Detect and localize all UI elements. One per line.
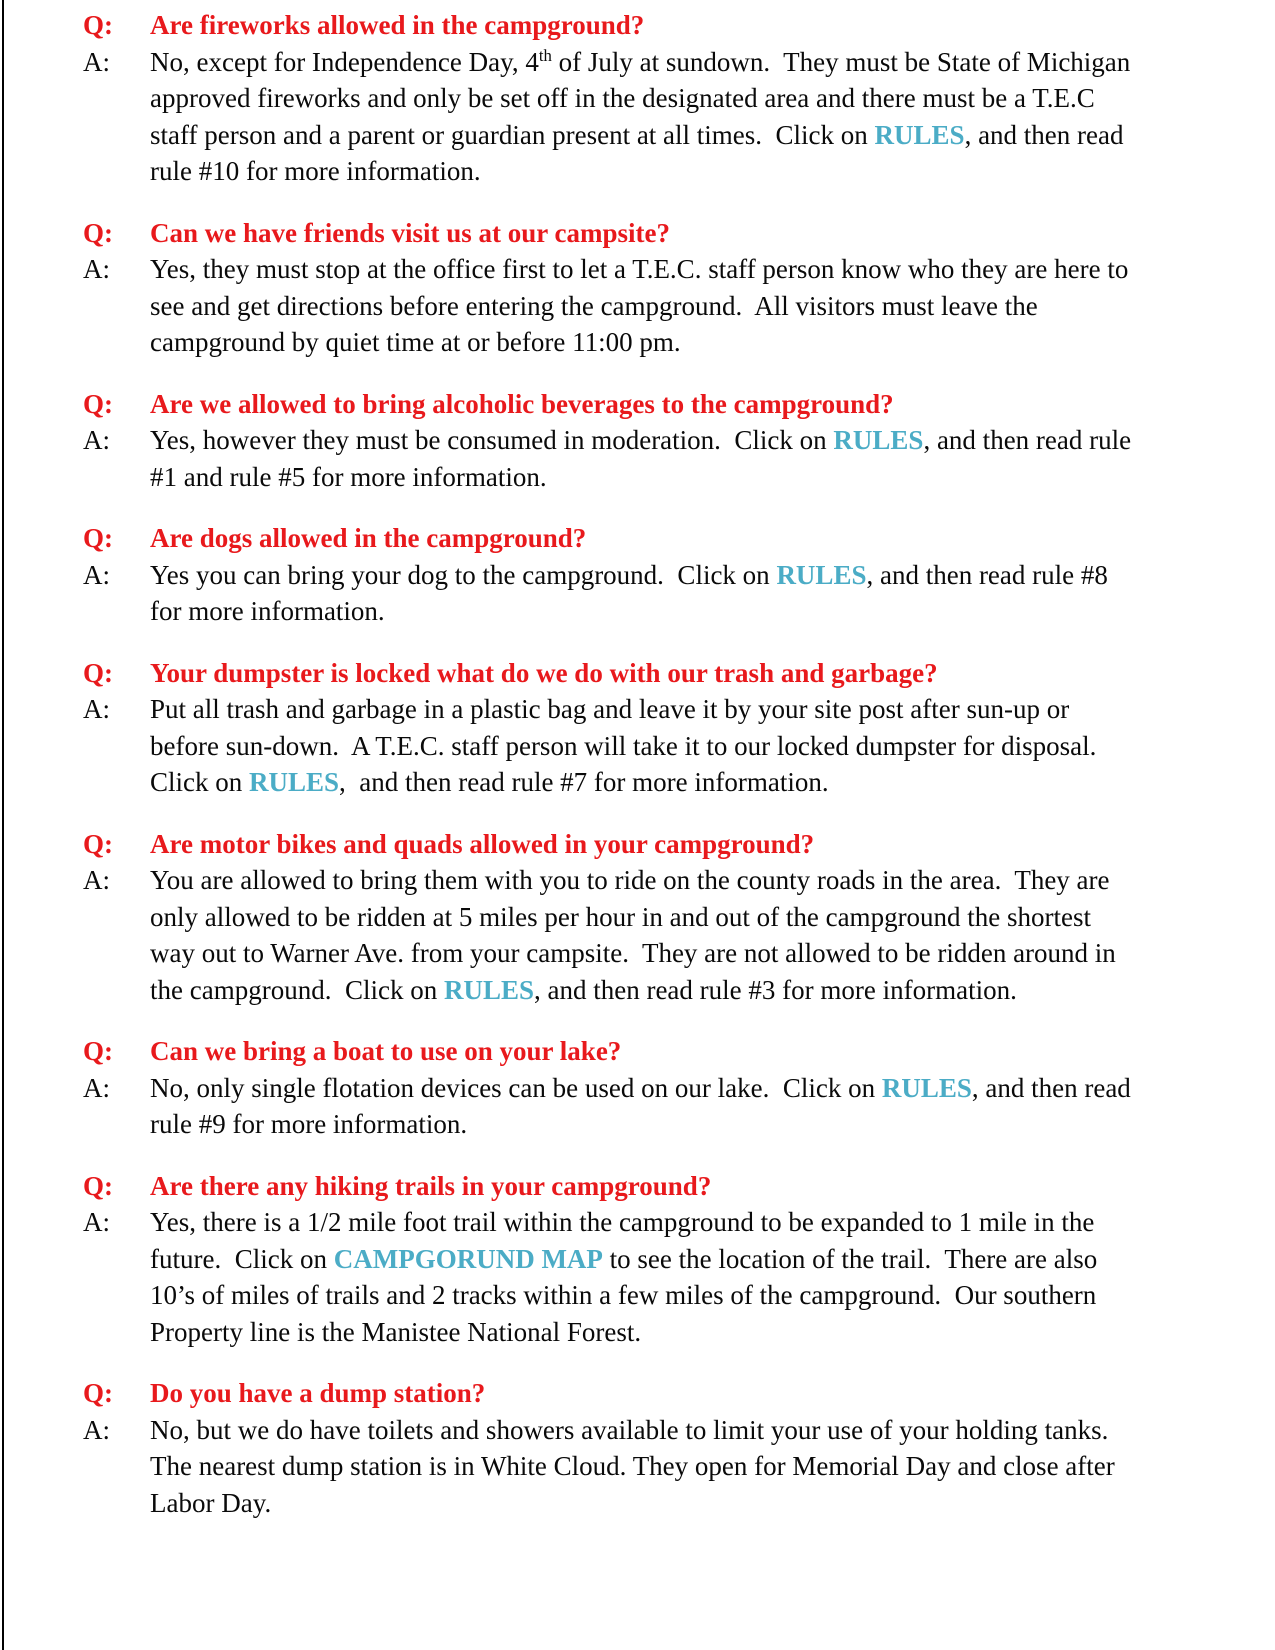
question-label: Q: <box>83 217 113 248</box>
answer-text <box>150 422 1140 495</box>
answer-row <box>83 1412 1225 1522</box>
faq-item <box>83 386 1225 496</box>
question-row <box>83 655 1225 692</box>
faq-item <box>83 1033 1225 1143</box>
answer-text-segment: of July at sundown. They must be State of Michigan approved fireworks and only be set off in the designated area and there must be a T.E.C staff person and a parent or guardian present at all times. Click on <box>150 46 1138 150</box>
rules-link[interactable]: RULES <box>874 119 965 150</box>
faq-item <box>83 1375 1225 1521</box>
answer-text-segment: to see the location of the trail. There are also 10’s of miles of trails and 2 tracks within a few miles of the campground. Our southern Property line is the Manistee National Forest. <box>150 1243 1104 1347</box>
answer-label: A: <box>83 254 110 284</box>
answer-label: A: <box>83 1207 110 1237</box>
faq-item <box>83 7 1225 190</box>
answer-text-segment: Yes you can bring your dog to the campground. Click on <box>150 559 777 590</box>
faq-item <box>83 655 1225 801</box>
question-row <box>83 1168 1225 1205</box>
answer-text-segment: , and then read rule #7 for more information. <box>339 767 829 797</box>
faq-item <box>83 520 1225 630</box>
rules-link[interactable]: RULES <box>249 767 340 797</box>
question-label: Q: <box>83 1378 113 1408</box>
rules-link[interactable]: RULES <box>833 425 924 455</box>
rules-link[interactable]: RULES <box>443 974 534 1005</box>
answer-label: A: <box>83 425 110 455</box>
answer-row <box>83 251 1225 361</box>
campground-map-link[interactable]: CAMPGORUND MAP <box>333 1243 603 1274</box>
answer-text <box>150 1070 1140 1143</box>
question-text: Your dumpster is locked what do we do with our trash and garbage? <box>150 657 938 688</box>
question-row <box>83 1033 1225 1070</box>
question-row <box>83 215 1225 252</box>
question-text: Are fireworks allowed in the campground? <box>150 10 645 40</box>
question-label: Q: <box>83 10 113 40</box>
question-text: Can we have friends visit us at our campsite? <box>150 217 671 248</box>
question-row <box>83 7 1225 44</box>
answer-text <box>150 1204 1140 1350</box>
answer-text-segment: , and then read rule #10 for more information. <box>150 119 1131 186</box>
faq-list <box>83 7 1225 1521</box>
rules-link[interactable]: RULES <box>776 559 867 590</box>
answer-text-segment: , and then read rule #1 and rule #5 for more information. <box>150 425 1138 492</box>
answer-text-segment: No, but we do have toilets and showers available to limit your use of your holding tanks. The nearest dump station is in White Cloud. They open for Memorial Day and close after Labor Day. <box>150 1414 1122 1518</box>
answer-label: A: <box>83 46 110 77</box>
answer-text-segment: Yes, however they must be consumed in moderation. Click on <box>150 425 834 455</box>
answer-row <box>83 691 1225 801</box>
answer-text-segment: , and then read rule #8 for more information. <box>150 559 1115 626</box>
answer-text <box>150 1412 1140 1522</box>
question-text: Do you have a dump station? <box>150 1378 486 1408</box>
answer-text-segment: No, except for Independence Day, 4 <box>150 46 539 77</box>
answer-row <box>83 1070 1225 1143</box>
answer-text-segment: No, only single flotation devices can be used on our lake. Click on <box>150 1072 882 1103</box>
question-text: Are motor bikes and quads allowed in your campground? <box>150 828 815 859</box>
question-text: Are dogs allowed in the campground? <box>150 523 587 553</box>
question-label: Q: <box>83 828 113 859</box>
page-edge-line <box>2 0 4 1650</box>
answer-text <box>150 251 1140 361</box>
ordinal-superscript: th <box>538 45 552 65</box>
question-text: Can we bring a boat to use on your lake? <box>150 1036 622 1066</box>
question-label: Q: <box>83 657 113 688</box>
answer-label: A: <box>83 559 110 590</box>
question-text: Are we allowed to bring alcoholic beverages to the campground? <box>150 388 894 419</box>
faq-item <box>83 1168 1225 1351</box>
answer-label: A: <box>83 694 110 724</box>
answer-row <box>83 557 1225 630</box>
answer-text <box>150 691 1140 801</box>
question-row <box>83 1375 1225 1412</box>
question-label: Q: <box>83 388 113 419</box>
rules-link[interactable]: RULES <box>881 1072 972 1103</box>
question-label: Q: <box>83 523 113 553</box>
answer-row <box>83 1204 1225 1350</box>
question-row <box>83 386 1225 423</box>
answer-label: A: <box>83 865 110 895</box>
answer-label: A: <box>83 1072 110 1103</box>
answer-text-segment: Yes, they must stop at the office first to let a T.E.C. staff person know who they are here to see and get directions before entering the campground. All visitors must leave the campground by quiet time at or before 11:00 pm. <box>150 254 1136 357</box>
answer-text-segment: , and then read rule #9 for more information. <box>150 1072 1138 1139</box>
faq-item <box>83 826 1225 1009</box>
answer-row <box>83 862 1225 1008</box>
answer-text <box>150 44 1140 190</box>
question-row <box>83 520 1225 557</box>
answer-text-segment: Yes, there is a 1/2 mile foot trail within the campground to be expanded to 1 mile in the future. Click on <box>150 1207 1102 1274</box>
faq-item <box>83 215 1225 361</box>
question-label: Q: <box>83 1170 113 1201</box>
answer-text-segment: , and then read rule #3 for more information. <box>533 974 1017 1005</box>
answer-label: A: <box>83 1414 110 1445</box>
answer-text-segment: Put all trash and garbage in a plastic bag and leave it by your site post after sun-up or before sun-down. A T.E.C. staff person will take it to our locked dumpster for disposal. Click on <box>150 694 1110 797</box>
question-text: Are there any hiking trails in your campground? <box>150 1170 712 1201</box>
answer-text <box>150 557 1140 630</box>
answer-row <box>83 44 1225 190</box>
question-row <box>83 826 1225 863</box>
answer-text-segment: You are allowed to bring them with you to ride on the county roads in the area. They are only allowed to be ridden at 5 miles per hour in and out of the campground the shortest way out to Warner Ave. from your campsite. They are not allowed to be ridden around in the campground. Click on <box>150 865 1123 1005</box>
answer-row <box>83 422 1225 495</box>
answer-text <box>150 862 1140 1008</box>
question-label: Q: <box>83 1036 113 1066</box>
